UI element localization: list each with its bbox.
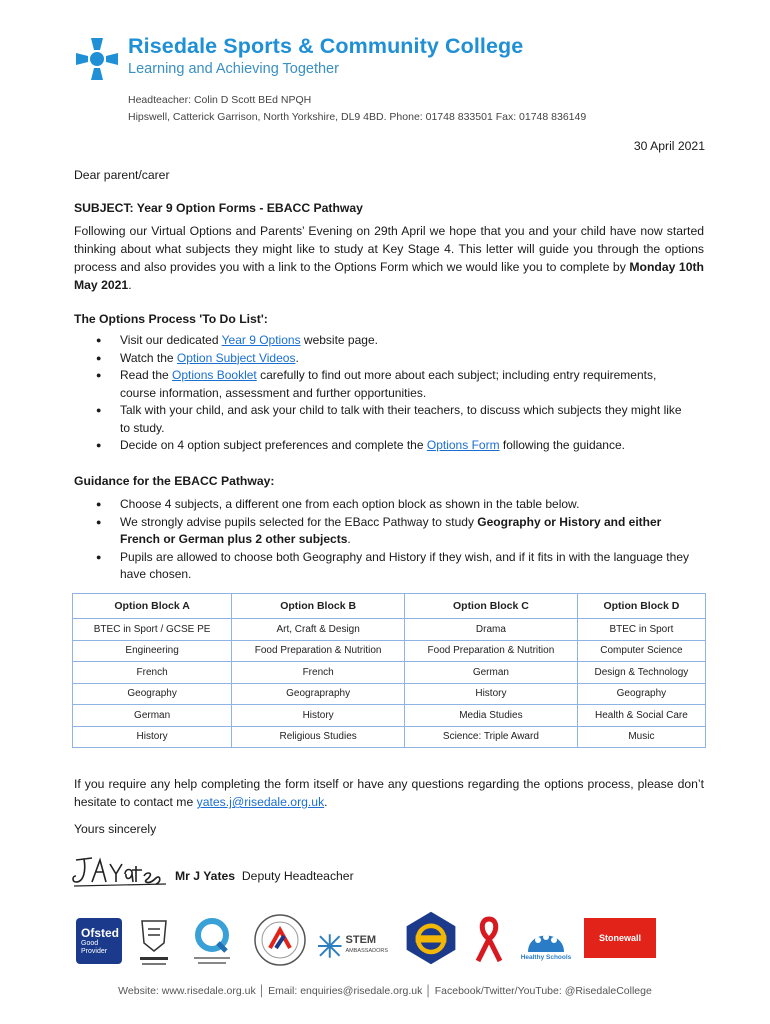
footer-contact: Website: www.risedale.org.uk │ Email: enquiries@risedale.org.uk │ Facebook/Twitter/YouTube: @RisedaleCollege bbox=[118, 985, 652, 997]
healthy-schools-badge: Healthy Schools bbox=[518, 912, 574, 968]
table-cell: Geograpraphy bbox=[232, 683, 405, 705]
todo-item: ● Decide on 4 option subject preferences and complete the Options Form following the guidance. bbox=[74, 437, 694, 455]
headteacher-line: Headteacher: Colin D Scott BEd NPQH bbox=[128, 94, 312, 106]
table-cell: Art, Craft & Design bbox=[232, 619, 405, 641]
ofsted-badge: Ofsted Good Provider bbox=[76, 918, 122, 964]
table-row bbox=[73, 619, 706, 641]
table-header: Option Block C bbox=[405, 594, 578, 619]
guidance-item: ● We strongly advise pupils selected for the EBacc Pathway to study Geography or History and either French or German plus 2 other subjects. bbox=[74, 514, 694, 549]
table-cell: History bbox=[405, 683, 578, 705]
stonewall-badge: Stonewall bbox=[584, 918, 656, 958]
subject-heading: SUBJECT: Year 9 Option Forms - EBACC Pathway bbox=[74, 201, 363, 215]
table-row bbox=[73, 726, 706, 748]
school-name: Risedale Sports & Community College bbox=[128, 34, 524, 58]
signatory-name: Mr J Yates bbox=[175, 869, 236, 883]
table-cell: Engineering bbox=[73, 640, 232, 662]
table-header-row bbox=[73, 594, 706, 619]
table-cell: Computer Science bbox=[577, 640, 705, 662]
table-cell: German bbox=[405, 662, 578, 684]
guidance-item: ● Choose 4 subjects, a different one from each option block as shown in the table below. bbox=[74, 496, 694, 514]
todo-list bbox=[74, 332, 694, 455]
table-cell: Geography bbox=[73, 683, 232, 705]
table-cell: Geography bbox=[577, 683, 705, 705]
table-row bbox=[73, 640, 706, 662]
school-motto: Learning and Achieving Together bbox=[128, 61, 339, 77]
letter-date: 30 April 2021 bbox=[633, 139, 705, 153]
guidance-heading: Guidance for the EBACC Pathway: bbox=[74, 474, 275, 488]
table-cell: Design & Technology bbox=[577, 662, 705, 684]
table-cell: History bbox=[73, 726, 232, 748]
table-header: Option Block B bbox=[232, 594, 405, 619]
signature-image bbox=[70, 852, 170, 890]
table-cell: Music bbox=[577, 726, 705, 748]
table-row bbox=[73, 705, 706, 727]
contact-email-link[interactable]: yates.j@risedale.org.uk bbox=[196, 795, 325, 809]
todo-item: ● Watch the Option Subject Videos. bbox=[74, 350, 694, 368]
todo-item: ● Talk with your child, and ask your child to talk with their teachers, to discuss which subjects they might like to study. bbox=[74, 402, 694, 437]
school-cross-logo-icon bbox=[74, 36, 120, 82]
option-blocks-table bbox=[72, 593, 706, 748]
table-cell: BTEC in Sport / GCSE PE bbox=[73, 619, 232, 641]
table-cell: Religious Studies bbox=[232, 726, 405, 748]
table-cell: Drama bbox=[405, 619, 578, 641]
address-line: Hipswell, Catterick Garrison, North Yorkshire, DL9 4BD. Phone: 01748 833501 Fax: 01748 836149 bbox=[128, 111, 587, 123]
signatory-role: Deputy Headteacher bbox=[241, 869, 354, 883]
table-cell: French bbox=[73, 662, 232, 684]
table-cell: Health & Social Care bbox=[577, 705, 705, 727]
stem-ambassadors-badge: STEM AMBASSADORS bbox=[318, 918, 388, 974]
table-cell: German bbox=[73, 705, 232, 727]
table-cell: History bbox=[232, 705, 405, 727]
intro-paragraph bbox=[74, 222, 704, 294]
table-row bbox=[73, 662, 706, 684]
option-videos-link[interactable]: Option Subject Videos bbox=[176, 350, 296, 365]
todo-item: ● Visit our dedicated Year 9 Options website page. bbox=[74, 332, 694, 350]
options-booklet-link[interactable]: Options Booklet bbox=[172, 368, 257, 382]
table-cell: Science: Triple Award bbox=[405, 726, 578, 748]
table-header: Option Block A bbox=[73, 594, 232, 619]
guidance-item: ● Pupils are allowed to choose both Geography and History if they wish, and if it fits in with the language they have chosen. bbox=[74, 549, 694, 584]
intro-deadline: Monday 10th May 2021 bbox=[74, 260, 704, 292]
table-cell: Food Preparation & Nutrition bbox=[232, 640, 405, 662]
red-ribbon-icon bbox=[472, 915, 506, 971]
help-paragraph: If you require any help completing the form itself or have any questions regarding the options process, please don’t hesitate to contact me yates.j@risedale.org.uk. bbox=[74, 777, 704, 809]
salutation: Dear parent/carer bbox=[74, 168, 170, 182]
table-cell: Food Preparation & Nutrition bbox=[405, 640, 578, 662]
intro-text: Following our Virtual Options and Parents’ Evening on 29th April we hope that you and your child have now started thinking about what subjects they might like to study at Key Stage 4. This letter will guide you through the options process and also provides you with a link to the Options Form which we would like you to complete by bbox=[74, 224, 704, 274]
options-form-link[interactable]: Options Form bbox=[426, 438, 500, 452]
signatory bbox=[175, 867, 354, 885]
table-header: Option Block D bbox=[577, 594, 705, 619]
table-cell: French bbox=[232, 662, 405, 684]
todo-item: ● Read the Options Booklet carefully to find out more about each subject; including entry requirements, course information, assessment and further opportunities. bbox=[74, 367, 694, 402]
guidance-list bbox=[74, 496, 694, 584]
table-cell: Media Studies bbox=[405, 705, 578, 727]
national-citizen-service-icon bbox=[252, 912, 308, 968]
certified-school-badge-icon bbox=[400, 910, 462, 966]
healthy-schools-icon bbox=[524, 920, 568, 954]
stem-icon bbox=[318, 934, 342, 958]
quality-mark-icon bbox=[190, 915, 234, 971]
table-row bbox=[73, 683, 706, 705]
crest-badge-icon bbox=[134, 915, 174, 971]
table-cell: BTEC in Sport bbox=[577, 619, 705, 641]
year9-options-link[interactable]: Year 9 Options bbox=[221, 333, 301, 347]
intro-end: . bbox=[128, 278, 132, 292]
signoff: Yours sincerely bbox=[74, 822, 157, 836]
todo-heading: The Options Process 'To Do List': bbox=[74, 312, 268, 326]
